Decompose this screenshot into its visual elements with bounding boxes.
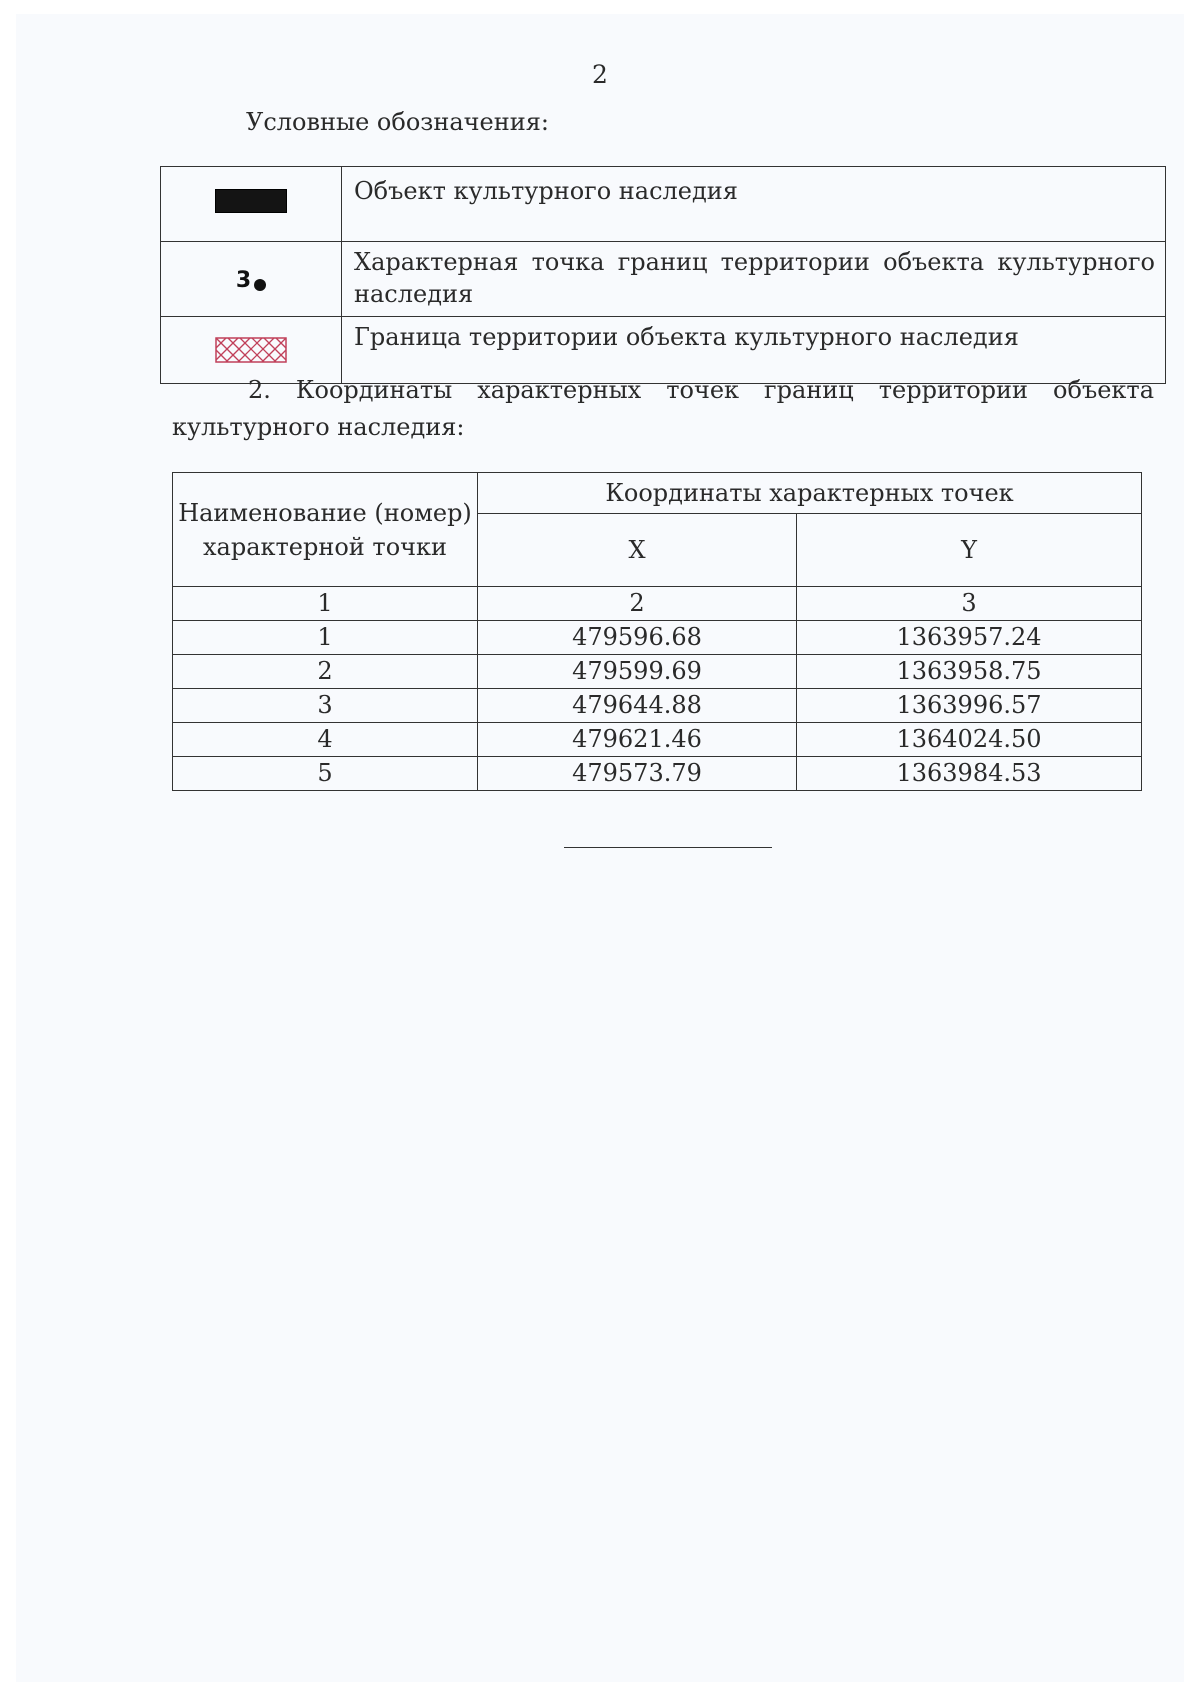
table-row: [173, 723, 1142, 757]
table-row: [173, 621, 1142, 655]
point-number-cell: 2: [173, 655, 478, 689]
x-value-cell: 479573.79: [478, 757, 797, 791]
x-value-cell: 479599.69: [478, 655, 797, 689]
coordinates-table: [172, 472, 1142, 791]
characteristic-point-icon: [236, 268, 266, 293]
x-value-cell: 479596.68: [478, 621, 797, 655]
x-value-cell: 479644.88: [478, 689, 797, 723]
point-name-header: Наименование (номер) характерной точки: [173, 473, 478, 587]
point-number: 3: [235, 268, 252, 293]
legend-row: [161, 167, 1166, 242]
point-number-cell: 4: [173, 723, 478, 757]
legend-heading: Условные обозначения:: [246, 108, 549, 136]
column-index: 2: [478, 587, 797, 621]
column-index-row: [173, 587, 1142, 621]
end-separator-line: [564, 847, 772, 848]
point-number-cell: 1: [173, 621, 478, 655]
point-number-cell: 3: [173, 689, 478, 723]
cultural-object-icon: [215, 189, 287, 213]
x-value-cell: 479621.46: [478, 723, 797, 757]
coordinates-header: Координаты характерных точек: [478, 473, 1142, 514]
column-index: 1: [173, 587, 478, 621]
legend-table: [160, 166, 1166, 384]
legend-label: Объект культурного наследия: [342, 167, 1166, 242]
legend-symbol-cell: [161, 242, 342, 317]
y-value-cell: 1363996.57: [797, 689, 1142, 723]
x-header: X: [478, 514, 797, 587]
legend-label: Граница территории объекта культурного наследия: [342, 317, 1166, 384]
point-number-cell: 5: [173, 757, 478, 791]
table-row: [173, 689, 1142, 723]
y-value-cell: 1363957.24: [797, 621, 1142, 655]
legend-symbol-cell: [161, 167, 342, 242]
section-2-paragraph: 2. Координаты характерных точек границ территории объекта культурного наследия:: [172, 376, 1154, 441]
y-value-cell: 1363958.75: [797, 655, 1142, 689]
table-row: [173, 757, 1142, 791]
y-value-cell: 1364024.50: [797, 723, 1142, 757]
table-row: [173, 655, 1142, 689]
page-number: 2: [592, 60, 608, 89]
legend-row: [161, 242, 1166, 317]
column-index: 3: [797, 587, 1142, 621]
territory-border-icon: [215, 337, 287, 363]
legend-label: Характерная точка границ территории объекта культурного наследия: [342, 242, 1166, 317]
y-header: Y: [797, 514, 1142, 587]
y-value-cell: 1363984.53: [797, 757, 1142, 791]
point-dot-icon: [254, 279, 266, 291]
